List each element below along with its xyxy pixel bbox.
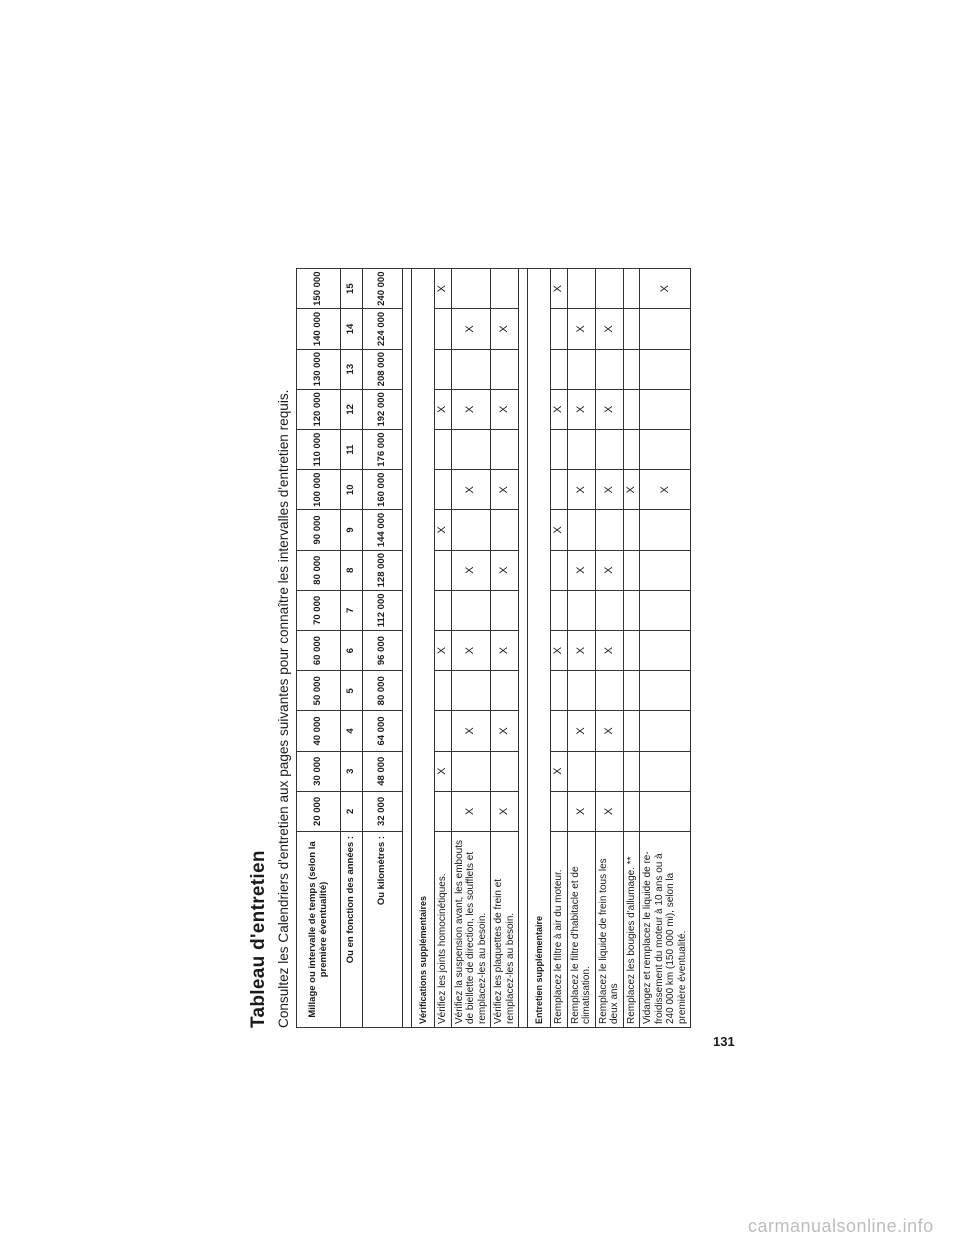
service-mark [435,470,452,510]
service-mark [640,791,691,831]
header-label: Ou kilomètres : [363,832,403,1028]
service-mark [623,590,640,630]
service-mark: X [451,309,491,349]
service-mark [595,429,623,469]
service-mark: X [567,630,595,670]
service-mark: X [595,711,623,751]
service-mark [640,349,691,389]
service-mark: X [551,751,568,791]
service-item-label: Vérifiez les joints homocinétiques. [435,832,452,1028]
header-years-row [341,269,363,1028]
header-cell: 80 000 [297,550,341,590]
service-mark: X [435,269,452,309]
service-mark [491,349,519,389]
service-mark [567,269,595,309]
service-item-label: Vérifiez les plaquettes de frein et remplacez-les au besoin. [491,832,519,1028]
header-cell: 20 000 [297,791,341,831]
header-km-row [363,269,403,1028]
header-cell: 2 [341,791,363,831]
service-mark: X [491,791,519,831]
maintenance-table [296,268,691,1028]
service-mark [435,550,452,590]
service-mark [451,590,491,630]
spacer-row [403,269,412,1028]
service-mark [623,429,640,469]
service-mark [435,711,452,751]
service-item-label: Remplacez le filtre à air du moteur. [551,832,568,1028]
header-cell: 224 000 [363,309,403,349]
service-mark [551,349,568,389]
section-header-row [528,269,551,1028]
service-mark: X [595,470,623,510]
table-row [567,269,595,1028]
spacer-row [519,269,528,1028]
service-mark: X [551,630,568,670]
service-mark [640,550,691,590]
header-cell: 32 000 [363,791,403,831]
service-mark [567,429,595,469]
service-mark [551,429,568,469]
intro-text: Consultez les Calendriers d'entretien aux pages suivantes pour connaître les intervalles d'entretien requis. [276,389,291,1028]
service-mark [567,349,595,389]
header-cell: 144 000 [363,510,403,550]
service-mark [595,590,623,630]
table-row [551,269,568,1028]
header-cell: 130 000 [297,349,341,389]
section-title: Vérifications supplémentaires [412,269,435,1028]
service-mark [551,671,568,711]
header-cell: 15 [341,269,363,309]
service-mark: X [551,389,568,429]
header-cell: 160 000 [363,470,403,510]
service-mark [623,791,640,831]
header-cell: 80 000 [363,671,403,711]
service-mark: X [435,510,452,550]
service-mark [595,269,623,309]
service-mark [640,751,691,791]
service-mark: X [595,630,623,670]
service-mark: X [491,630,519,670]
service-mark: X [640,470,691,510]
service-mark [451,751,491,791]
header-cell: 3 [341,751,363,791]
service-mark: X [567,791,595,831]
header-cell: 140 000 [297,309,341,349]
service-mark: X [435,630,452,670]
header-label: Ou en fonction des années : [341,832,363,1028]
service-item-label: Remplacez le filtre d'habitacle et de climatisation. [567,832,595,1028]
service-mark [551,550,568,590]
header-cell: 9 [341,510,363,550]
service-mark [640,590,691,630]
service-mark: X [451,791,491,831]
service-mark: X [491,470,519,510]
service-mark: X [567,309,595,349]
service-mark [567,751,595,791]
service-mark [623,550,640,590]
service-mark: X [595,389,623,429]
service-mark: X [435,389,452,429]
service-mark [451,349,491,389]
service-mark [640,630,691,670]
header-cell: 40 000 [297,711,341,751]
service-mark [623,711,640,751]
service-mark [640,510,691,550]
header-cell: 112 000 [363,590,403,630]
service-mark: X [451,389,491,429]
service-mark [640,389,691,429]
service-mark: X [567,470,595,510]
header-cell: 128 000 [363,550,403,590]
service-mark: X [551,269,568,309]
header-cell: 120 000 [297,389,341,429]
header-cell: 13 [341,349,363,389]
header-mileage-row [297,269,341,1028]
service-mark: X [491,711,519,751]
service-mark [435,349,452,389]
header-cell: 5 [341,671,363,711]
header-cell: 240 000 [363,269,403,309]
service-mark [491,429,519,469]
service-mark [451,429,491,469]
service-mark [435,429,452,469]
section-title: Entretien supplémentaire [528,269,551,1028]
header-cell: 150 000 [297,269,341,309]
section-header-row [412,269,435,1028]
service-mark [491,269,519,309]
service-mark [623,309,640,349]
service-mark: X [595,791,623,831]
service-mark: X [595,550,623,590]
header-cell: 192 000 [363,389,403,429]
header-cell: 10 [341,470,363,510]
service-mark [623,510,640,550]
service-mark [623,751,640,791]
service-mark [640,309,691,349]
header-cell: 100 000 [297,470,341,510]
header-cell: 4 [341,711,363,751]
rotated-content [248,268,688,1028]
service-mark [435,791,452,831]
header-cell: 6 [341,630,363,670]
service-mark [435,671,452,711]
header-label: Millage ou intervalle de temps (selon la première éventualité) [297,832,341,1028]
header-cell: 30 000 [297,751,341,791]
header-cell: 64 000 [363,711,403,751]
service-mark: X [623,470,640,510]
spacer-cell [403,269,412,1028]
service-mark [595,349,623,389]
service-mark [451,671,491,711]
header-cell: 14 [341,309,363,349]
service-mark [567,671,595,711]
service-mark: X [451,550,491,590]
service-mark [567,510,595,550]
header-cell: 8 [341,550,363,590]
service-mark [567,590,595,630]
service-mark [435,309,452,349]
service-mark [640,429,691,469]
service-mark [551,711,568,751]
table-row [623,269,640,1028]
spacer-cell [519,269,528,1028]
service-mark: X [491,550,519,590]
header-cell: 96 000 [363,630,403,670]
header-cell: 70 000 [297,590,341,630]
watermark: carmanualsonline.info [748,1216,934,1236]
service-mark [623,389,640,429]
service-mark: X [567,550,595,590]
header-cell: 176 000 [363,429,403,469]
service-mark [551,590,568,630]
service-mark [435,590,452,630]
table-row [491,269,519,1028]
service-mark [623,671,640,711]
header-cell: 50 000 [297,671,341,711]
service-mark: X [640,269,691,309]
header-cell: 11 [341,429,363,469]
service-mark [623,349,640,389]
page-title: Tableau d'entretien [248,850,269,1028]
service-mark [640,711,691,751]
service-mark [623,269,640,309]
header-cell: 12 [341,389,363,429]
service-mark: X [451,711,491,751]
service-mark: X [435,751,452,791]
header-cell: 208 000 [363,349,403,389]
service-mark: X [491,389,519,429]
service-item-label: Remplacez le liquide de frein tous les deux ans [595,832,623,1028]
header-cell: 48 000 [363,751,403,791]
header-cell: 60 000 [297,630,341,670]
table-row [435,269,452,1028]
service-item-label: Vérifiez la suspension avant, les embouts de biellette de direction, les soufflets et remplacez-les au besoin. [451,832,491,1028]
service-mark [491,510,519,550]
service-mark [491,590,519,630]
service-mark [640,671,691,711]
header-cell: 110 000 [297,429,341,469]
table-row [640,269,691,1028]
service-mark: X [491,309,519,349]
service-item-label: Vidangez et remplacez le liquide de re- froidissement du moteur à 10 ans ou à 240 000 km (150 000 mi), selon la première éventualité. [640,832,691,1028]
service-mark [551,470,568,510]
service-mark [451,269,491,309]
service-mark [491,671,519,711]
service-mark: X [567,389,595,429]
service-mark [551,791,568,831]
service-mark: X [451,630,491,670]
service-mark: X [595,309,623,349]
service-item-label: Remplacez les bougies d'allumage. ** [623,832,640,1028]
page-number: 131 [713,1034,735,1049]
service-mark: X [451,470,491,510]
service-mark: X [567,711,595,751]
service-mark [491,751,519,791]
service-mark: X [551,510,568,550]
table-row [451,269,491,1028]
service-mark [595,671,623,711]
service-mark [451,510,491,550]
service-mark [551,309,568,349]
service-mark [595,751,623,791]
header-cell: 7 [341,590,363,630]
table-row [595,269,623,1028]
header-cell: 90 000 [297,510,341,550]
service-mark [623,630,640,670]
service-mark [595,510,623,550]
